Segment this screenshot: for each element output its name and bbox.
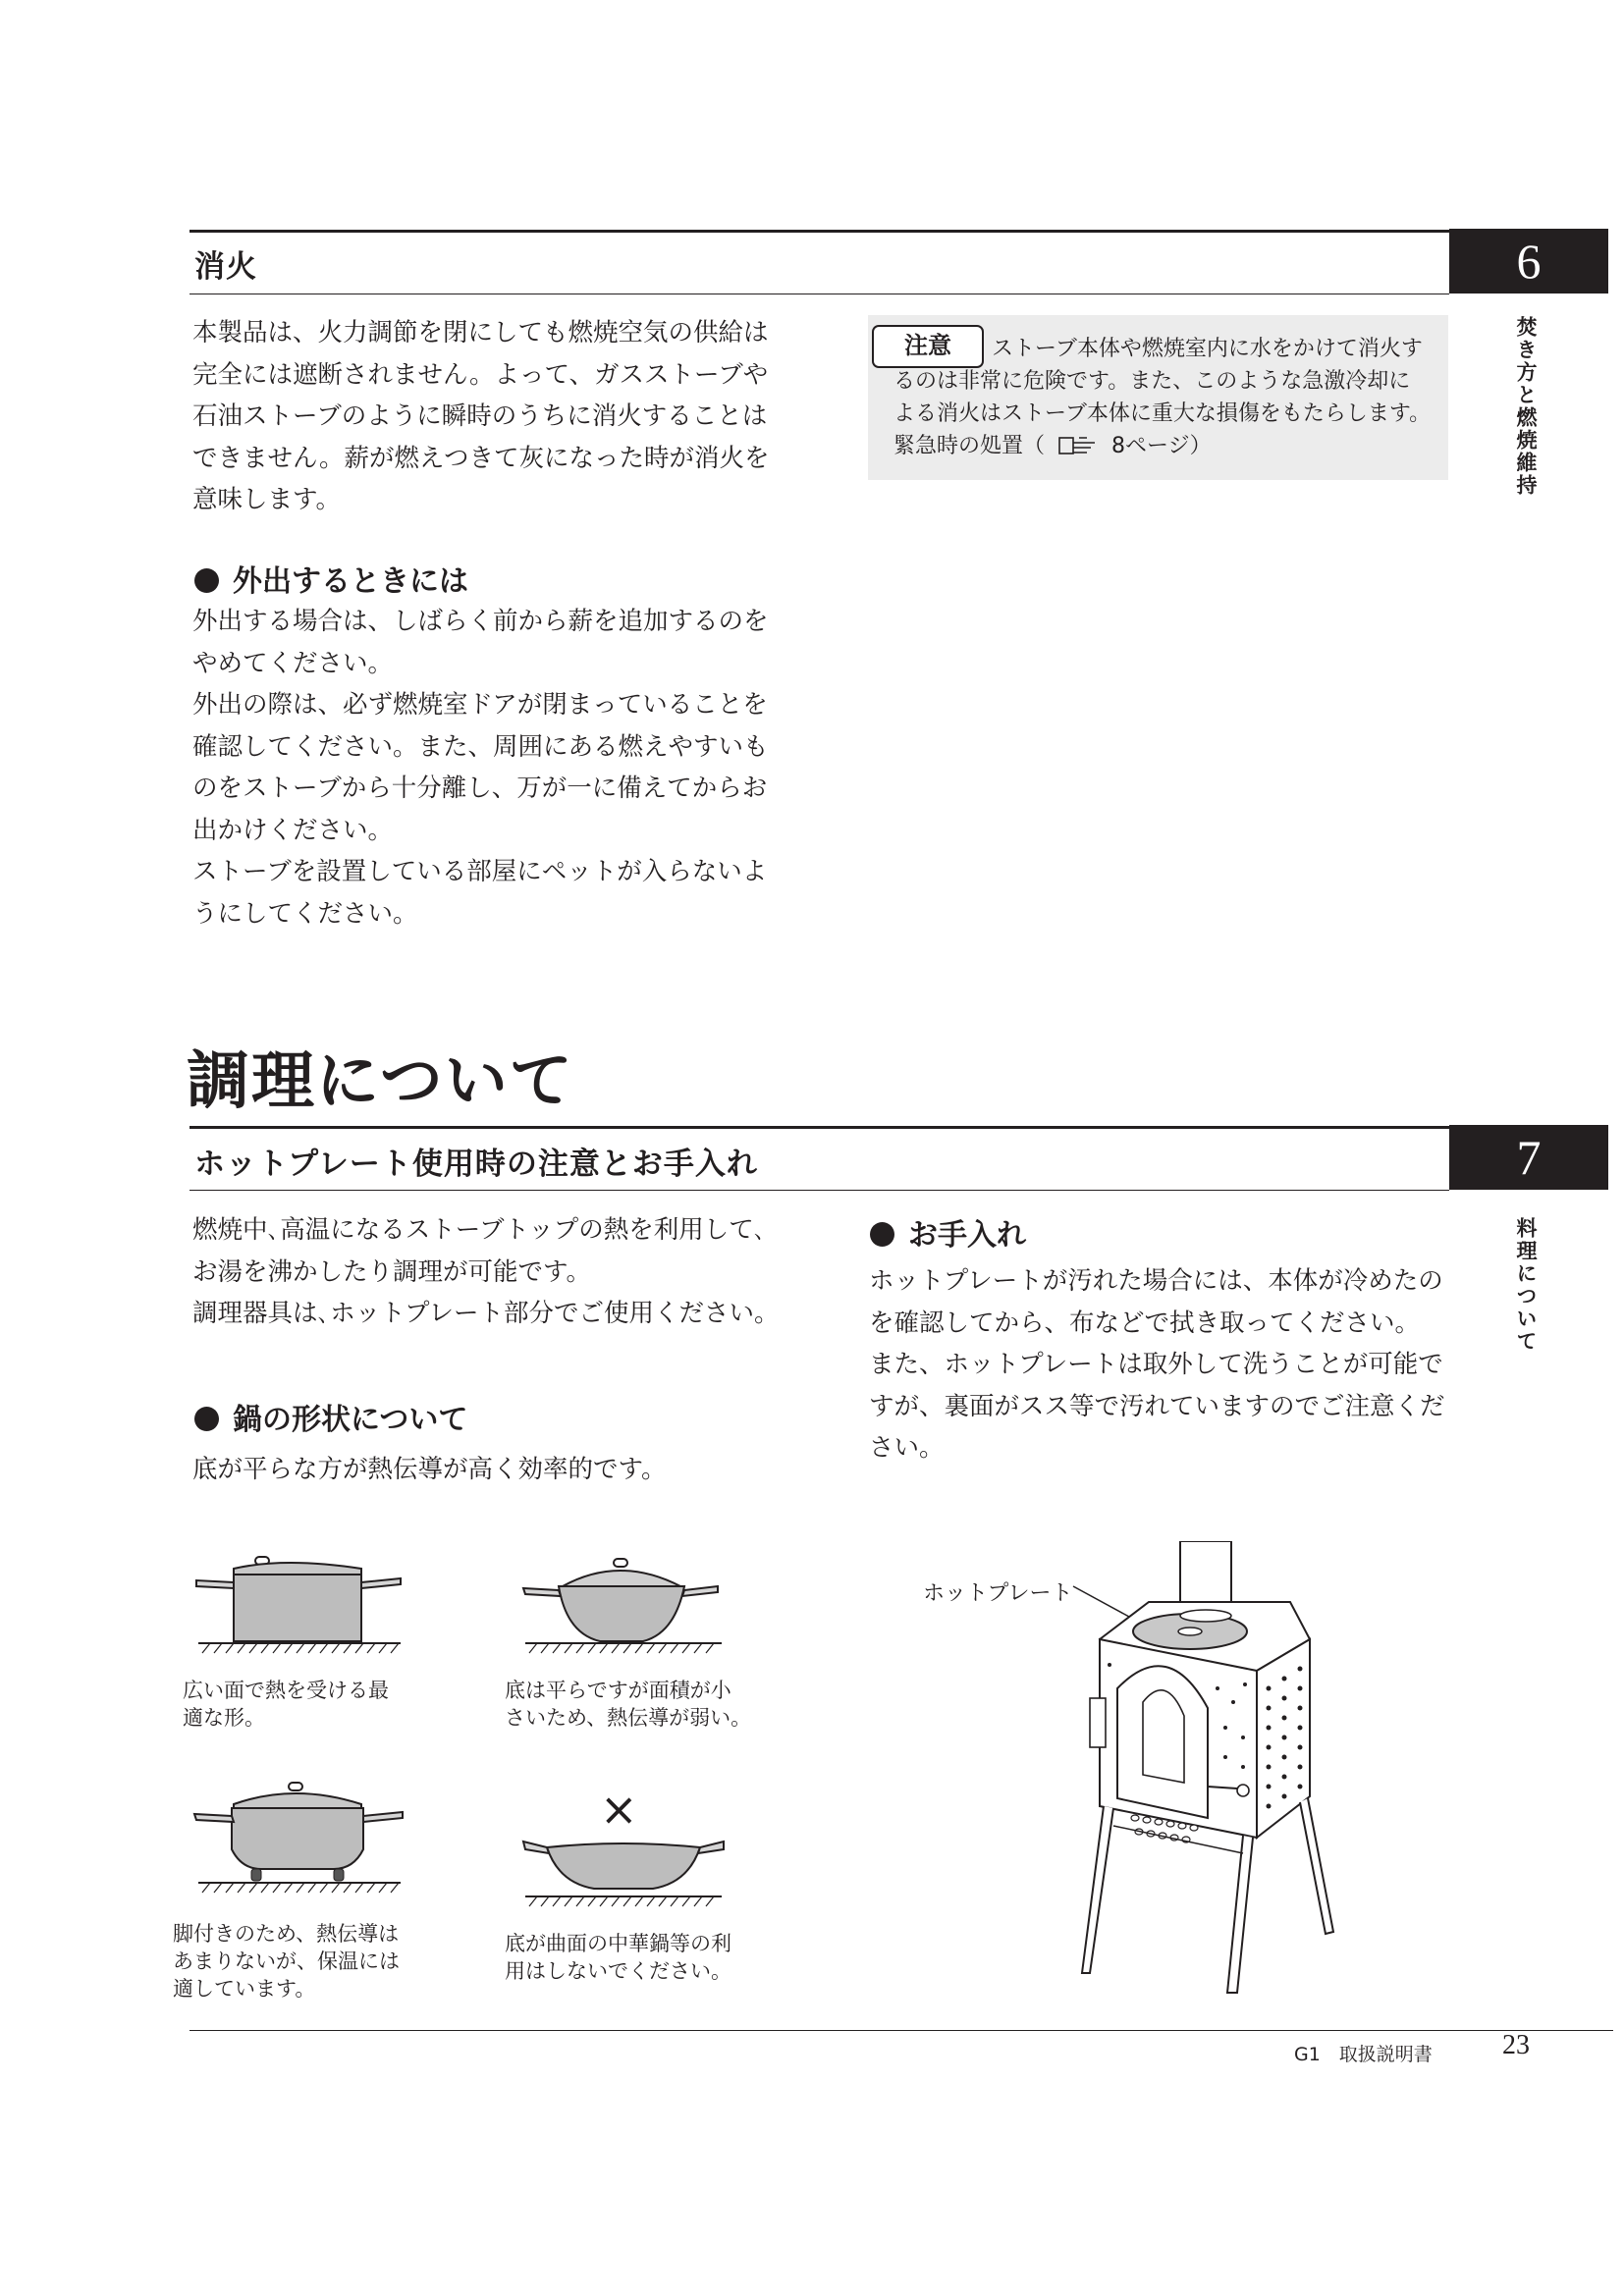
text-line: 完全には遮断されません。よって、ガスストーブや (192, 359, 769, 390)
caution-label: 注意 (872, 325, 984, 368)
footer-document-name: G1 取扱説明書 (1294, 2044, 1433, 2065)
pot-shape-heading: 鍋の形状について (194, 1395, 467, 1438)
x-mark: × (600, 1783, 638, 1836)
caution-line (893, 430, 1443, 462)
section-7-side-tab: 料理について (1514, 1217, 1539, 1353)
pointing-hand-icon (1057, 434, 1099, 455)
bullet-icon (870, 1222, 894, 1247)
text-line: やめてください。 (192, 648, 394, 678)
text-line: 外出する場合は、しばらく前から薪を追加するのを (192, 607, 769, 636)
text-line: 出かけください。 (192, 815, 394, 845)
section-7-number: 7 (1449, 1125, 1608, 1190)
text-line: 意味します。 (192, 485, 341, 514)
text-line: お湯を沸かしたり調理が可能です。 (192, 1256, 591, 1287)
wok-illustration (515, 1834, 731, 1922)
section-6-number: 6 (1449, 229, 1608, 294)
text-line: また、ホットプレートは取外して洗うことが可能で (869, 1350, 1443, 1379)
section-6-side-tab: 焚き方と燃焼維持 (1514, 316, 1539, 497)
stove-illustration (1060, 1541, 1355, 2002)
caution-ref-prefix: 緊急時の処置（ (893, 434, 1046, 458)
caution-ref-page: 8ページ） (1111, 434, 1212, 458)
caution-line: よる消火はストーブ本体に重大な損傷をもたらします。 (893, 401, 1432, 426)
footer-rule (189, 2030, 1613, 2031)
text-line: うにしてください。 (192, 898, 418, 929)
section-7-intro (192, 1209, 821, 1335)
caution-text (893, 333, 1443, 462)
text-line: さい。 (869, 1433, 945, 1463)
text-line: すが、裏面がスス等で汚れていますのでご注意くだ (869, 1391, 1445, 1421)
care-heading: お手入れ (870, 1210, 1026, 1254)
section-7-title: ホットプレート使用時の注意とお手入れ (194, 1147, 758, 1182)
bullet-icon (194, 568, 219, 593)
text-line: ストーブを設置している部屋にペットが入らないよ (192, 857, 768, 886)
going-out-heading: 外出するときには (194, 557, 468, 600)
hot-plate-label: ホットプレート (923, 1581, 1073, 1606)
pot-caption-4: 底が曲面の中華鍋等の利 用はしないでください。 (505, 1932, 731, 1983)
pot-wide-flat-illustration (187, 1541, 412, 1669)
text-line: 燃焼中､高温になるストーブトップの熱を利用して､ (192, 1215, 767, 1245)
caution-line: ストーブ本体や燃焼室内に水をかけて消火す (992, 337, 1423, 361)
chapter-title: 調理について (187, 1044, 574, 1118)
text-line: できません。薪が燃えつきて灰になった時が消火を (192, 443, 770, 473)
going-out-paragraph (192, 601, 801, 934)
text-line: 石油ストーブのように瞬時のうちに消火することは (192, 401, 768, 431)
pot-caption-1: 広い面で熱を受ける最 適な形。 (183, 1679, 389, 1730)
pot-caption-3: 脚付きのため、熱伝導は あまりないが、保温には 適しています。 (173, 1922, 400, 2001)
page-number: 23 (1502, 2030, 1530, 2060)
caution-line: るのは非常に危険です。また、このような急激冷却に (893, 369, 1411, 394)
section-6-rule (189, 230, 1449, 294)
section-6-paragraph (192, 312, 801, 521)
section-6-title: 消火 (194, 249, 257, 285)
text-line: ホットプレートが汚れた場合には、本体が冷めたの (869, 1266, 1443, 1296)
text-line: 外出の際は、必ず燃焼室ドアが閉まっていることを (192, 690, 768, 720)
pot-shape-text: 底が平らな方が熱伝導が高く効率的です。 (192, 1455, 667, 1484)
pot-caption-2: 底は平らですが面積が小 さいため、熱伝導が弱い。 (505, 1679, 752, 1730)
pot-with-legs-illustration (187, 1775, 412, 1912)
bullet-icon (194, 1407, 219, 1431)
care-paragraph (869, 1260, 1458, 1469)
text-line: 確認してください。また、周囲にある燃えやすいも (192, 731, 769, 762)
pot-small-bottom-illustration (515, 1551, 731, 1669)
text-line: 本製品は、火力調節を閉にしても燃焼空気の供給は (192, 318, 769, 347)
text-line: 調理器具は､ホットプレート部分でご使用ください。 (192, 1299, 780, 1328)
text-line: のをストーブから十分離し、万が一に備えてからお (192, 774, 768, 803)
text-line: を確認してから、布などで拭き取ってください。 (869, 1308, 1421, 1338)
